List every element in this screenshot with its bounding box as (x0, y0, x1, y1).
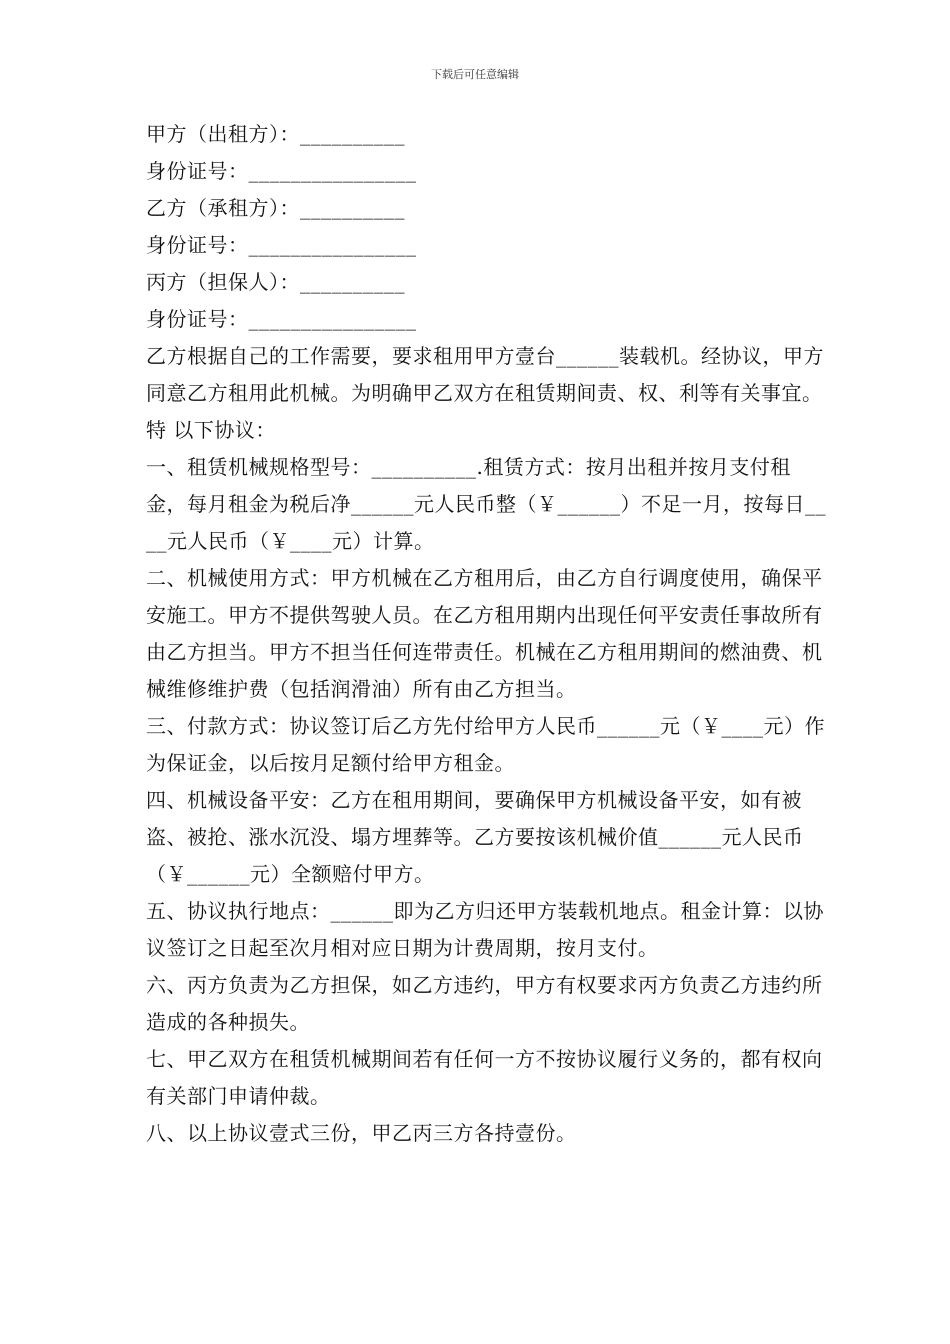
party-lessor: 甲方（出租方）：__________ (146, 122, 405, 146)
contract-body (146, 116, 826, 1152)
party-lessee: 乙方（承租方）：__________ (146, 196, 405, 220)
intro-paragraph: 乙方根据自己的工作需要，要求租用甲方壹台______装载机。经协议，甲方同意乙方租用此机械。为明确甲乙双方在租赁期间责、权、利等有关事宜。特 以下协议： (146, 344, 824, 442)
clause-4: 四、机械设备平安：乙方在租用期间，要确保甲方机械设备平安，如有被盗、被抢、涨水沉没、塌方埋葬等。乙方要按该机械价值______元人民币（￥______元）全额赔付甲方。 (146, 788, 804, 886)
party-lessor-id: 身份证号：________________ (146, 159, 417, 183)
page-header-note: 下载后可任意编辑 (431, 68, 519, 81)
party-guarantor-id: 身份证号：________________ (146, 307, 417, 331)
party-lessee-id: 身份证号：________________ (146, 233, 417, 257)
clause-7: 七、甲乙双方在租赁机械期间若有任何一方不按协议履行义务的，都有权向有关部门申请仲裁。 (146, 1047, 823, 1108)
clause-3: 三、付款方式：协议签订后乙方先付给甲方人民币______元（￥____元）作为保证金，以后按月足额付给甲方租金。 (146, 714, 825, 775)
clause-1: 一、租赁机械规格型号：__________.租赁方式：按月出租并按月支付租金，每月租金为税后净______元人民币整（￥______）不足一月，按每日____元人民币（￥____元）计算。 (146, 455, 826, 553)
clause-6: 六、丙方负责为乙方担保，如乙方违约，甲方有权要求丙方负责乙方违约所造成的各种损失。 (146, 973, 823, 1034)
clause-2: 二、机械使用方式：甲方机械在乙方租用后，由乙方自行调度使用，确保平安施工。甲方不提供驾驶人员。在乙方租用期内出现任何平安责任事故所有由乙方担当。甲方不担当任何连带责任。机械在乙方租用期间的燃油费、机械维修维护费（包括润滑油）所有由乙方担当。 (146, 566, 823, 701)
party-block (146, 116, 826, 338)
clause-5: 五、协议执行地点：______即为乙方归还甲方装载机地点。租金计算：以协议签订之日起至次月相对应日期为计费周期，按月支付。 (146, 899, 824, 960)
clause-8: 八、以上协议壹式三份，甲乙丙三方各持壹份。 (146, 1121, 577, 1145)
party-guarantor: 丙方（担保人）：__________ (146, 270, 405, 294)
